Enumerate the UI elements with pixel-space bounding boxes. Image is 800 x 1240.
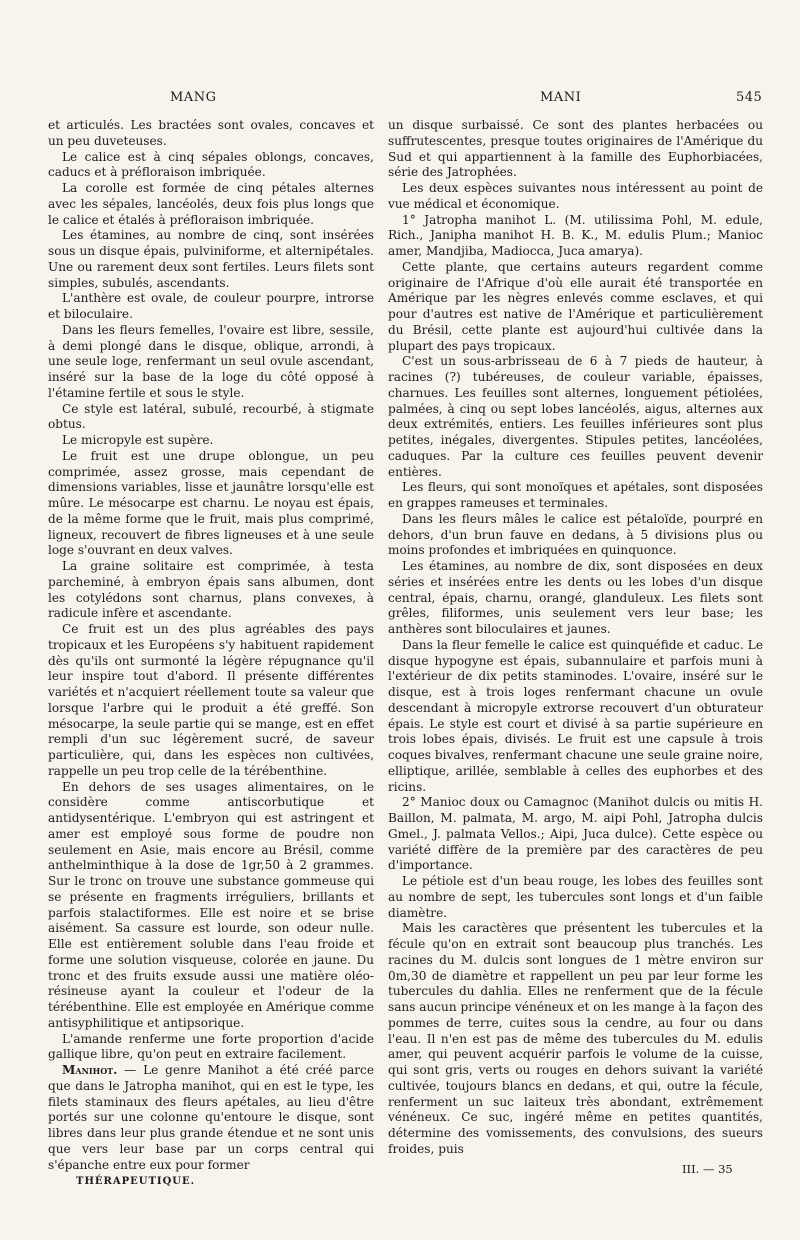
paragraph: En dehors de ses usages alimentaires, on le considère comme antiscorbutique et antidysentérique. L'embryon qui est astringent et amer est employé sous forme de poudre non seulement en Asie, mais encore au Brésil, comme anthelminthique à la dose de 1gr,50 à 2 grammes. Sur le tronc on trouve une substance gommeuse qui se présente en fragments irréguliers, brillants et parfois stalactiformes. Elle est noire et se brise aisément. Sa cassure est lourde, son odeur nulle. Elle est entièrement soluble dans l'eau froide et forme une solution visqueuse, colorée en jaune. Du tronc et des fruits exsude aussi une matière oléo-résineuse ayant la couleur et l'odeur de la térébenthine. Elle est employée en Amérique comme antisyphilitique et antipsorique. bbox=[48, 779, 374, 1030]
paragraph: Le fruit est une drupe oblongue, un peu comprimée, assez grosse, mais cependant de dimensions variables, lisse et jaunâtre lorsqu'elle est mûre. Le mésocarpe est charnu. Le noyau est épais, de la même forme que le fruit, mais plus comprimé, ligneux, recouvert de fibres ligneuses et à une seule loge s'ouvrant en deux valves. bbox=[48, 448, 374, 558]
paragraph: Le calice est à cinq sépales oblongs, concaves, caducs et à préfloraison imbriquée. bbox=[48, 149, 374, 180]
paragraph: L'amande renferme une forte proportion d'acide gallique libre, qu'on peut en extraire facilement. bbox=[48, 1031, 374, 1062]
paragraph: 2° Manioc doux ou Camagnoc (Manihot dulcis ou mitis H. Baillon, M. palmata, M. argo, M. aipi Pohl, Jatropha dulcis Gmel., J. palmata Vellos.; Aipi, Juca dulce). Cette espèce ou variété diffère de la première par des caractères de peu d'importance. bbox=[388, 795, 763, 873]
entry-text: — Le genre Manihot a été créé parce que dans le Jatropha manihot, qui en est le type, les filets staminaux des fleurs apétales, au lieu d'être portés sur une colonne qu'entoure le disque, sont libres dans leur plus grande étendue et ne sont unis que vers leur base par un corps central qui s'épanche entre eux pour former bbox=[48, 1063, 374, 1172]
running-header bbox=[0, 90, 800, 110]
paragraph: et articulés. Les bractées sont ovales, concaves et un peu duveteuses. bbox=[48, 118, 374, 148]
paragraph: Les fleurs, qui sont monoïques et apétales, sont disposées en grappes rameuses et terminales. bbox=[388, 480, 763, 510]
header-center-word: MANI bbox=[540, 90, 582, 105]
paragraph: 1° Jatropha manihot L. (M. utilissima Pohl, M. edule, Rich., Janipha manihot H. B. K., M. edulis Plum.; Manioc amer, Mandjiba, Madiocca, Juca amarya). bbox=[388, 212, 763, 258]
manihot-entry bbox=[48, 1063, 374, 1173]
header-left-word: MANG bbox=[170, 90, 217, 105]
paragraph: Dans la fleur femelle le calice est quinquéfide et caduc. Le disque hypogyne est épais, subannulaire et parfois muni à l'extérieur de dix petits staminodes. L'ovaire, inséré sur le disque, est à trois loges renfermant chacune un ovule descendant à micropyle extrorse recouvert d'un obturateur épais. Le style est court et divisé à sa partie supérieure en trois lobes épais, divisés. Le fruit est une capsule à trois coques bivalves, renfermant chacune une seule graine noire, elliptique, arillée, semblable à celles des euphorbes et des ricins. bbox=[388, 637, 763, 794]
paragraph: Le pétiole est d'un beau rouge, les lobes des feuilles sont au nombre de sept, les tubercules sont longs et d'un faible diamètre. bbox=[388, 874, 763, 920]
paragraph: La corolle est formée de cinq pétales alternes avec les sépales, lancéolés, deux fois plus longs que le calice et étalés à préfloraison imbriquée. bbox=[48, 181, 374, 227]
footer-volume-sheet: III. — 35 bbox=[682, 1162, 733, 1176]
right-column bbox=[388, 118, 763, 1168]
paragraph: Ce fruit est un des plus agréables des pays tropicaux et les Européens s'y habituent rapidement dès qu'ils ont surmonté la légère répugnance qu'il leur inspire tout d'abord. Il présente différentes variétés et n'acquiert réellement toute sa valeur que lorsque l'arbre qui le produit a été greffé. Son mésocarpe, la seule partie qui se mange, est en effet rempli d'un suc légèrement sucré, de saveur particulière, qui, dans les espèces non cultivées, rappelle un peu trop celle de la térébenthine. bbox=[48, 622, 374, 778]
left-column bbox=[48, 118, 374, 1173]
paragraph: Mais les caractères que présentent les tubercules et la fécule qu'on en extrait sont beaucoup plus tranchés. Les racines du M. dulcis sont longues de 1 mètre environ sur 0m,30 de diamètre et rappellent un peu par leur forme les tubercules du dahlia. Elles ne renferment que de la fécule sans aucun principe vénéneux et on les mange à la façon des pommes de terre, cuites sous la cendre, au four ou dans l'eau. Il n'en est pas de même des tubercules du M. edulis amer, qui peuvent acquérir parfois le volume de la cuisse, qui sont gris, verts ou rouges en dehors suivant la variété cultivée, toujours blancs en dedans, et qui, outre la fécule, renferment un suc laiteux très abondant, extrêmement vénéneux. Ce suc, ingéré même en petites quantités, détermine des vomissements, des convulsions, des sueurs froides, puis bbox=[388, 921, 763, 1156]
entry-term: Manihot. bbox=[62, 1063, 118, 1077]
paragraph: Les étamines, au nombre de cinq, sont insérées sous un disque épais, pulviniforme, et alternipétales. Une ou rarement deux sont fertiles. Leurs filets sont simples, subulés, ascendants. bbox=[48, 228, 374, 290]
paragraph: La graine solitaire est comprimée, à testa parcheminé, à embryon épais sans albumen, dont les cotylédons sont charnus, plans convexes, à radicule infère et ascendante. bbox=[48, 559, 374, 621]
paragraph: Le micropyle est supère. bbox=[62, 433, 214, 447]
paragraph: Les étamines, au nombre de dix, sont disposées en deux séries et insérées entre les dents ou les lobes d'un disque central, épais, charnu, orangé, glanduleux. Les filets sont grêles, filiformes, unis seulement vers leur base; les anthères sont biloculaires et jaunes. bbox=[388, 559, 763, 636]
paragraph: Dans les fleurs femelles, l'ovaire est libre, sessile, à demi plongé dans le disque, oblique, arrondi, à une seule loge, renfermant un seul ovule ascendant, inséré sur la base de la loge du côté opposé à l'étamine fertile et sous le style. bbox=[48, 322, 374, 400]
paragraph: Ce style est latéral, subulé, recourbé, à stigmate obtus. bbox=[48, 401, 374, 432]
footer-signature: THÉRAPEUTIQUE. bbox=[76, 1176, 196, 1187]
paragraph: Les deux espèces suivantes nous intéressent au point de vue médical et économique. bbox=[388, 181, 763, 211]
paragraph: Dans les fleurs mâles le calice est pétaloïde, pourpré en dehors, d'un brun fauve en dedans, à 5 divisions plus ou moins profondes et imbriquées en quinquonce. bbox=[388, 511, 763, 558]
paragraph: un disque surbaissé. Ce sont des plantes herbacées ou suffrutescentes, presque toutes originaires de l'Amérique du Sud et qui appartiennent à la famille des Euphorbiacées, série des Jatrophées. bbox=[388, 118, 763, 180]
paragraph: C'est un sous-arbrisseau de 6 à 7 pieds de hauteur, à racines (?) tubéreuses, de couleur variable, épaisses, charnues. Les feuilles sont alternes, longuement pétiolées, palmées, à cinq ou sept lobes lancéolés, aigus, alternes aux deux extrémités, entiers. Les feuilles inférieures sont plus petites, inégales, divergentes. Stipules petites, lancéolées, caduques. Par la culture ces feuilles peuvent devenir entières. bbox=[388, 354, 763, 479]
paragraph: L'anthère est ovale, de couleur pourpre, introrse et biloculaire. bbox=[48, 291, 374, 321]
page-number: 545 bbox=[736, 90, 763, 105]
paragraph: Cette plante, que certains auteurs regardent comme originaire de l'Afrique d'où elle aurait été transportée en Amérique par les nègres enlevés comme esclaves, et qui pour d'autres est native de l'Amérique et particulièrement du Brésil, cette plante est aujourd'hui cultivée dans la plupart des pays tropicaux. bbox=[388, 259, 763, 353]
